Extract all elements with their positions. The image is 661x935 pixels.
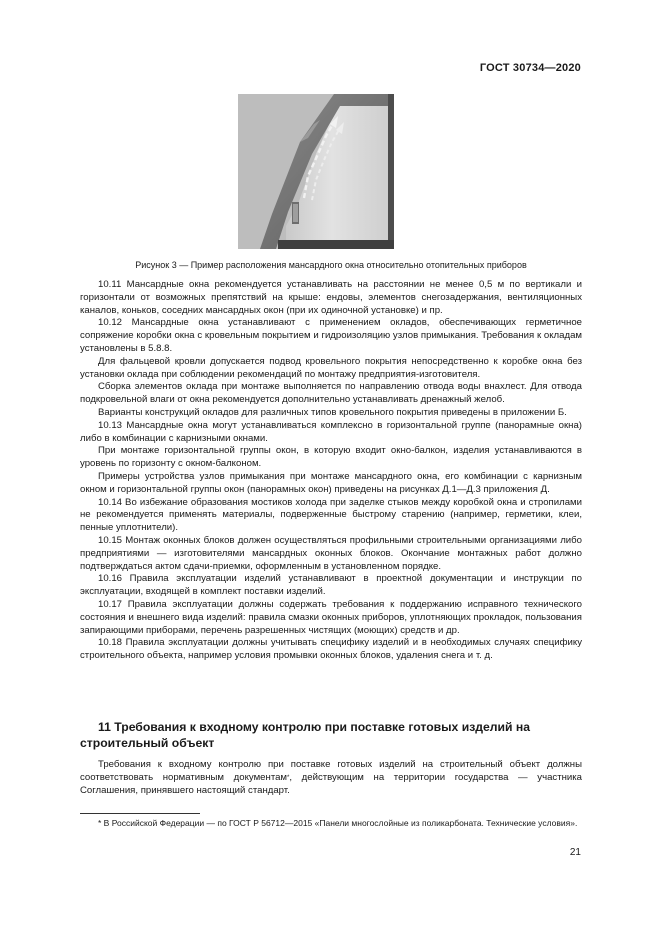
paragraph-10-14: 10.14 Во избежание образования мостиков холода при заделке стыков между коробкой окна и стропилами не рекомендуется применять материалы, подверженные быстрому старению (например, герметики, клеи, пенные уплотнители). [80,496,582,534]
footnote: * В Российской Федерации — по ГОСТ Р 56712—2015 «Панели многослойные из поликарбоната. Технические условия». [98,818,578,828]
footnote-reference[interactable]: * [287,774,290,781]
paragraph-10-13: 10.13 Мансардные окна могут устанавливаться комплексно в горизонтальной группе (панорамные окна) либо в комбинации с карнизными окнами. [80,419,582,444]
paragraph-10-12-folded-roof: Для фальцевой кровли допускается подвод кровельного покрытия непосредственно к коробке окна без установки оклада при соблюдении рекомендаций по монтажу предприятия-изготовителя. [80,355,582,380]
section-11-text-after: , действующим на территории государства — участника Соглашения, принявшего настоящий стандарт. [80,771,582,796]
paragraph-10-13-examples: Примеры устройства узлов примыкания при монтаже мансардного окна, его комбинации с карнизным окном и горизонтальной группы окон (панорамных окон) приведены на рисунках Д.1—Д.3 приложения Д. [80,470,582,495]
paragraph-10-12-variants: Варианты конструкций окладов для различных типов кровельного покрытия приведены в приложении Б. [98,406,567,418]
paragraph-10-16: 10.16 Правила эксплуатации изделий устанавливают в проектной документации и инструкции по эксплуатации, входящей в комплект поставки изделий. [80,573,582,598]
section-11-text [80,759,582,797]
section-11-paragraph [80,759,582,797]
body-text [80,279,582,663]
paragraph-10-12: 10.12 Мансардные окна устанавливают с применением окладов, обеспечивающих герметичное сопряжение коробки окна с кровельным покрытием и гидроизоляцию узлов примыкания. Требования к окладам установлены в 5.8.8. [80,317,582,354]
paragraph-10-11: 10.11 Мансардные окна рекомендуется устанавливать на расстоянии не менее 0,5 м по вертикали и горизонтали от возможных препятствий на крыше: ендовы, элементов снегозадержания, вентиляционных каналов, коньков, соседних мансардных окон (при их одиночной установке) и пр. [80,279,582,316]
section-11-title: 11 Требования к входному контролю при поставке готовых изделий на строительный объект [80,720,531,750]
paragraph-10-15: 10.15 Монтаж оконных блоков должен осуществляться профильными строительными организациями либо предприятиями — изготовителями мансардных оконных блоков. Окончание монтажных работ должно подтверждаться актом сдачи-приемки, оформленным в установленном порядке. [80,534,582,572]
paragraph-10-17: 10.17 Правила эксплуатации должны содержать требования к поддержанию исправного технического состояния и внешнего вида изделий: правила смазки оконных приборов, уплотняющих прокладок, пользования запирающими приборами, перечень разрешенных чистящих (моющих) средств и др. [80,598,582,636]
figure-window-radiator [238,94,394,249]
page-number: 21 [569,847,581,858]
paragraph-10-13-balcony: При монтаже горизонтальной группы окон, в которую входит окно-балкон, изделия устанавливаются в уровень по горизонту с окном-балконом. [80,445,582,470]
paragraph-10-18: 10.18 Правила эксплуатации должны учитывать специфику изделий и в необходимых случаях специфику строительного объекта, например условия промывки оконных блоков, удаления снега и т. д. [80,637,582,662]
section-11-text-before: Требования к входному контролю при поставке готовых изделий на строительный объект должны соответствовать нормативным документам [80,759,582,783]
footnote-divider [80,813,200,814]
paragraph-10-12-assembly: Сборка элементов оклада при монтаже выполняется по направлению отвода воды внахлест. Для отвода подкровельной влаги от окна рекомендуется дополнительно устанавливать дренажный желоб. [80,381,582,406]
document-code: ГОСТ 30734—2020 [479,62,581,74]
figure-caption: Рисунок 3 — Пример расположения мансардного окна относительно отопительных приборов [135,260,527,270]
